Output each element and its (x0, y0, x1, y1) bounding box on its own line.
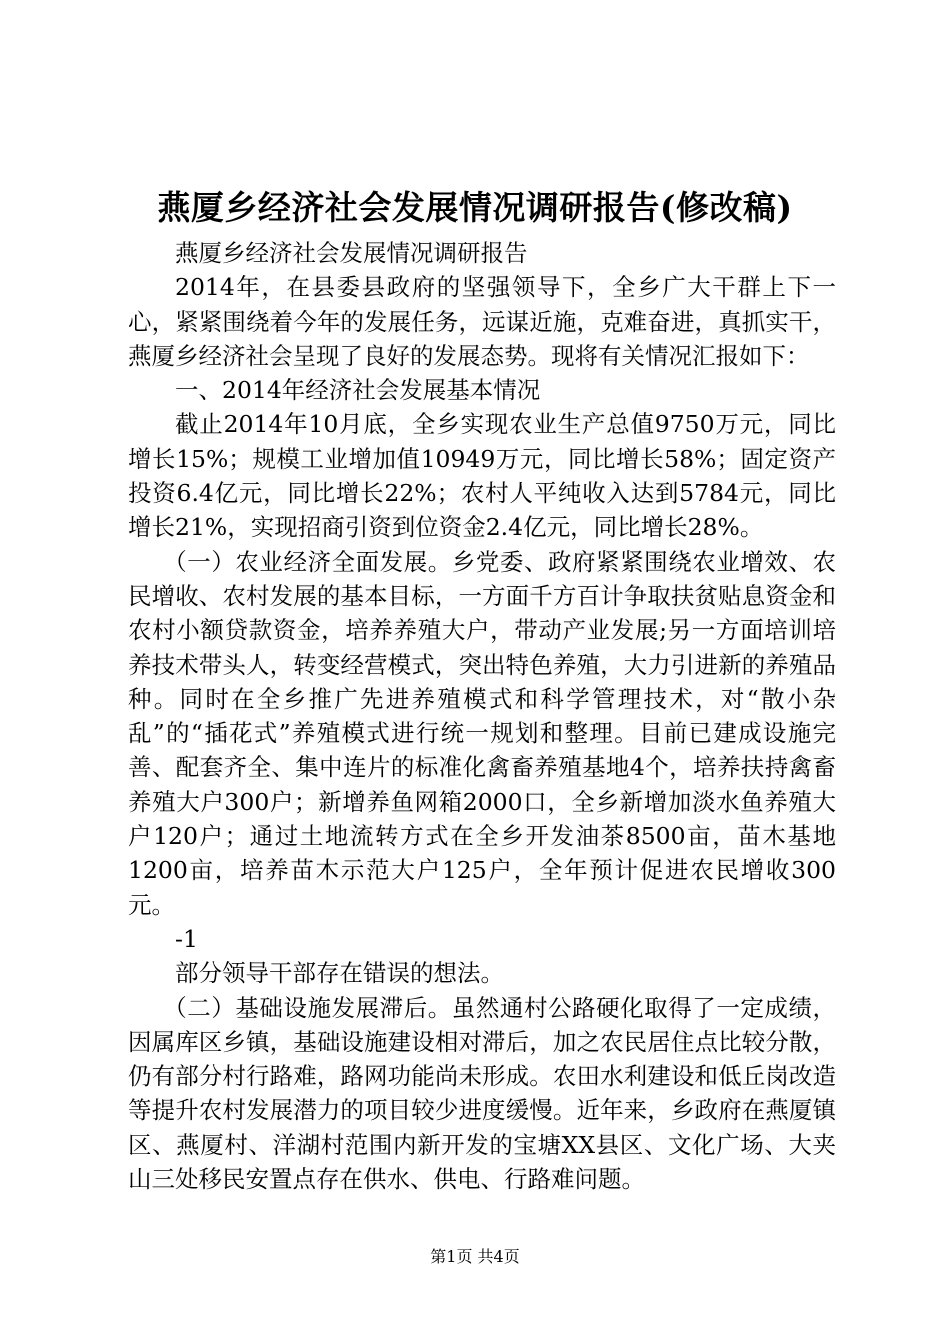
page-footer: 第1页 共4页 (430, 1247, 520, 1266)
paragraph-infrastructure: （二）基础设施发展滞后。虽然通村公路硬化取得了一定成绩，因属库区乡镇，基础设施建设相对滞后，加之农民居住点比较分散，仍有部分村行路难，路网功能尚未形成。农田水利建设和低丘岗改造等提升农村发展潜力的项目较少进度缓慢。近年来，乡政府在燕厦镇区、燕厦村、洋湖村范围内新开发的宝塘XX县区、文化广场、大夹山三处移民安置点存在供水、供电、行路难问题。 (128, 993, 836, 1194)
paragraph-statistics: 截止2014年10月底，全乡实现农业生产总值9750万元，同比增长15%；规模工业增加值10949万元，同比增长58%；固定资产投资6.4亿元，同比增长22%；农村人平纯收入达到5784元，同比增长21%，实现招商引资到位资金2.4亿元，同比增长28%。 (128, 410, 836, 542)
paragraph-leadership: 部分领导干部存在错误的想法。 (175, 959, 504, 988)
section-heading: 一、2014年经济社会发展基本情况 (175, 376, 541, 405)
paragraph-subtitle: 燕厦乡经济社会发展情况调研报告 (175, 239, 528, 267)
page-marker: -1 (175, 924, 198, 953)
paragraph-agriculture: （一）农业经济全面发展。乡党委、政府紧紧围绕农业增效、农民增收、农村发展的基本目标，一方面千方百计争取扶贫贴息资金和农村小额贷款资金，培养养殖大户，带动产业发展;另一方面培训培养技术带头人，转变经营模式，突出特色养殖，大力引进新的养殖品种。同时在全乡推广先进养殖模式和科学管理技术，对“散小杂乱”的“插花式”养殖模式进行统一规划和整理。目前已建成设施完善、配套齐全、集中连片的标准化禽畜养殖基地4个，培养扶持禽畜养殖大户300户；新增养鱼网箱2000口，全乡新增加淡水鱼养殖大户120户；通过土地流转方式在全乡开发油茶8500亩，苗木基地1200亩，培养苗木示范大户125户，全年预计促进农民增收300元。 (128, 547, 836, 919)
paragraph-intro: 2014年，在县委县政府的坚强领导下，全乡广大干群上下一心，紧紧围绕着今年的发展任务，远谋近施，克难奋进，真抓实干，燕厦乡经济社会呈现了良好的发展态势。现将有关情况汇报如下： (128, 273, 836, 370)
document-title: 燕厦乡经济社会发展情况调研报告(修改稿) (157, 188, 793, 227)
document-body (128, 236, 836, 1196)
